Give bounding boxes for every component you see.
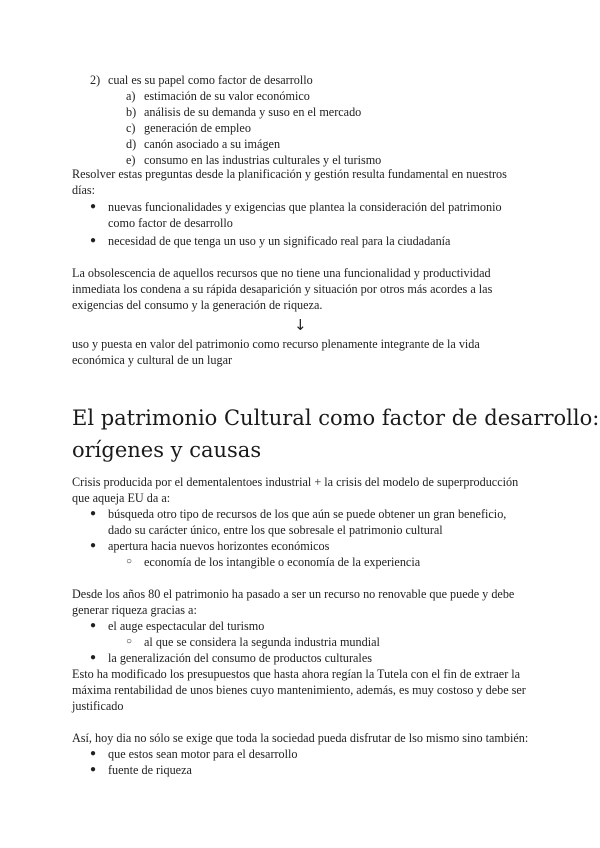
list-item-number: 2) bbox=[90, 73, 101, 87]
bullet-icon: ● bbox=[90, 508, 97, 519]
sub-item-text: estimación de su valor económico bbox=[144, 89, 310, 103]
hollow-bullet-icon: ○ bbox=[126, 636, 133, 647]
sub-item-text: generación de empleo bbox=[144, 121, 251, 135]
list-item-text: cual es su papel como factor de desarrollo bbox=[108, 73, 313, 87]
sub-bullet-text: al que se considera la segunda industria mundial bbox=[144, 635, 380, 649]
bullet-text: fuente de riqueza bbox=[108, 763, 192, 777]
bullet-text: búsqueda otro tipo de recursos de los que aún se puede obtener un gran beneficio, bbox=[108, 507, 507, 521]
bullet-text: dado su carácter único, entre los que sobresale el patrimonio cultural bbox=[108, 523, 443, 537]
sub-item-marker: c) bbox=[126, 121, 136, 135]
paragraph-line: uso y puesta en valor del patrimonio como recurso plenamente integrante de la vida bbox=[72, 337, 480, 351]
hollow-bullet-icon: ○ bbox=[126, 556, 133, 567]
sub-bullet-text: economía de los intangible o economía de la experiencia bbox=[144, 555, 421, 569]
paragraph-line: generar riqueza gracias a: bbox=[72, 603, 197, 617]
paragraph-line: Crisis producida por el dementalentoes industrial + la crisis del modelo de superproducción bbox=[72, 475, 519, 489]
paragraph-line: Así, hoy dia no sólo se exige que toda la sociedad pueda disfrutar de lso mismo sino también: bbox=[72, 731, 529, 745]
bullet-text: que estos sean motor para el desarrollo bbox=[108, 747, 298, 761]
paragraph-line: La obsolescencia de aquellos recursos que no tiene una funcionalidad y productividad bbox=[72, 266, 491, 280]
bullet-text: el auge espectacular del turismo bbox=[108, 619, 265, 633]
bullet-icon: ● bbox=[90, 764, 97, 775]
bullet-icon: ● bbox=[90, 201, 97, 212]
sub-item-marker: e) bbox=[126, 153, 136, 167]
section-heading-line: orígenes y causas bbox=[72, 438, 262, 462]
bullet-icon: ● bbox=[90, 620, 97, 631]
sub-item-text: canón asociado a su imágen bbox=[144, 137, 281, 151]
sub-item-marker: b) bbox=[126, 105, 137, 119]
sub-item-marker: a) bbox=[126, 89, 136, 103]
bullet-text: como factor de desarrollo bbox=[108, 216, 233, 230]
bullet-text: la generalización del consumo de productos culturales bbox=[108, 651, 372, 665]
bullet-icon: ● bbox=[90, 748, 97, 759]
bullet-text: apertura hacia nuevos horizontes económicos bbox=[108, 539, 330, 553]
sub-item-text: consumo en las industrias culturales y el turismo bbox=[144, 153, 382, 167]
bullet-text: nuevas funcionalidades y exigencias que plantea la consideración del patrimonio bbox=[108, 200, 502, 214]
paragraph-line: Desde los años 80 el patrimonio ha pasado a ser un recurso no renovable que puede y debe bbox=[72, 587, 515, 601]
sub-item-text: análisis de su demanda y suso en el mercado bbox=[144, 105, 362, 119]
down-arrow-icon: ↓ bbox=[294, 316, 307, 334]
paragraph-line: Esto ha modificado los presupuestos que hasta ahora regían la Tutela con el fin de extraer la bbox=[72, 667, 521, 681]
paragraph-line: justificado bbox=[72, 699, 124, 713]
paragraph-line: inmediata los condena a su rápida desaparición y situación por otros más acordes a las bbox=[72, 282, 493, 296]
paragraph-line: económica y cultural de un lugar bbox=[72, 353, 233, 367]
paragraph-line: Resolver estas preguntas desde la planificación y gestión resulta fundamental en nuestros bbox=[72, 167, 507, 181]
bullet-icon: ● bbox=[90, 540, 97, 551]
section-heading-line: El patrimonio Cultural como factor de desarrollo: bbox=[72, 406, 600, 430]
paragraph-line: días: bbox=[72, 183, 96, 197]
sub-item-marker: d) bbox=[126, 137, 137, 151]
paragraph-line: exigencias del consumo y la generación de riqueza. bbox=[72, 298, 323, 312]
paragraph-line: máxima rentabilidad de unos bienes cuyo mantenimiento, además, es muy costoso y debe ser bbox=[72, 683, 526, 697]
bullet-icon: ● bbox=[90, 235, 97, 246]
bullet-icon: ● bbox=[90, 652, 97, 663]
bullet-text: necesidad de que tenga un uso y un significado real para la ciudadanía bbox=[108, 234, 451, 248]
paragraph-line: que aqueja EU da a: bbox=[72, 491, 171, 505]
